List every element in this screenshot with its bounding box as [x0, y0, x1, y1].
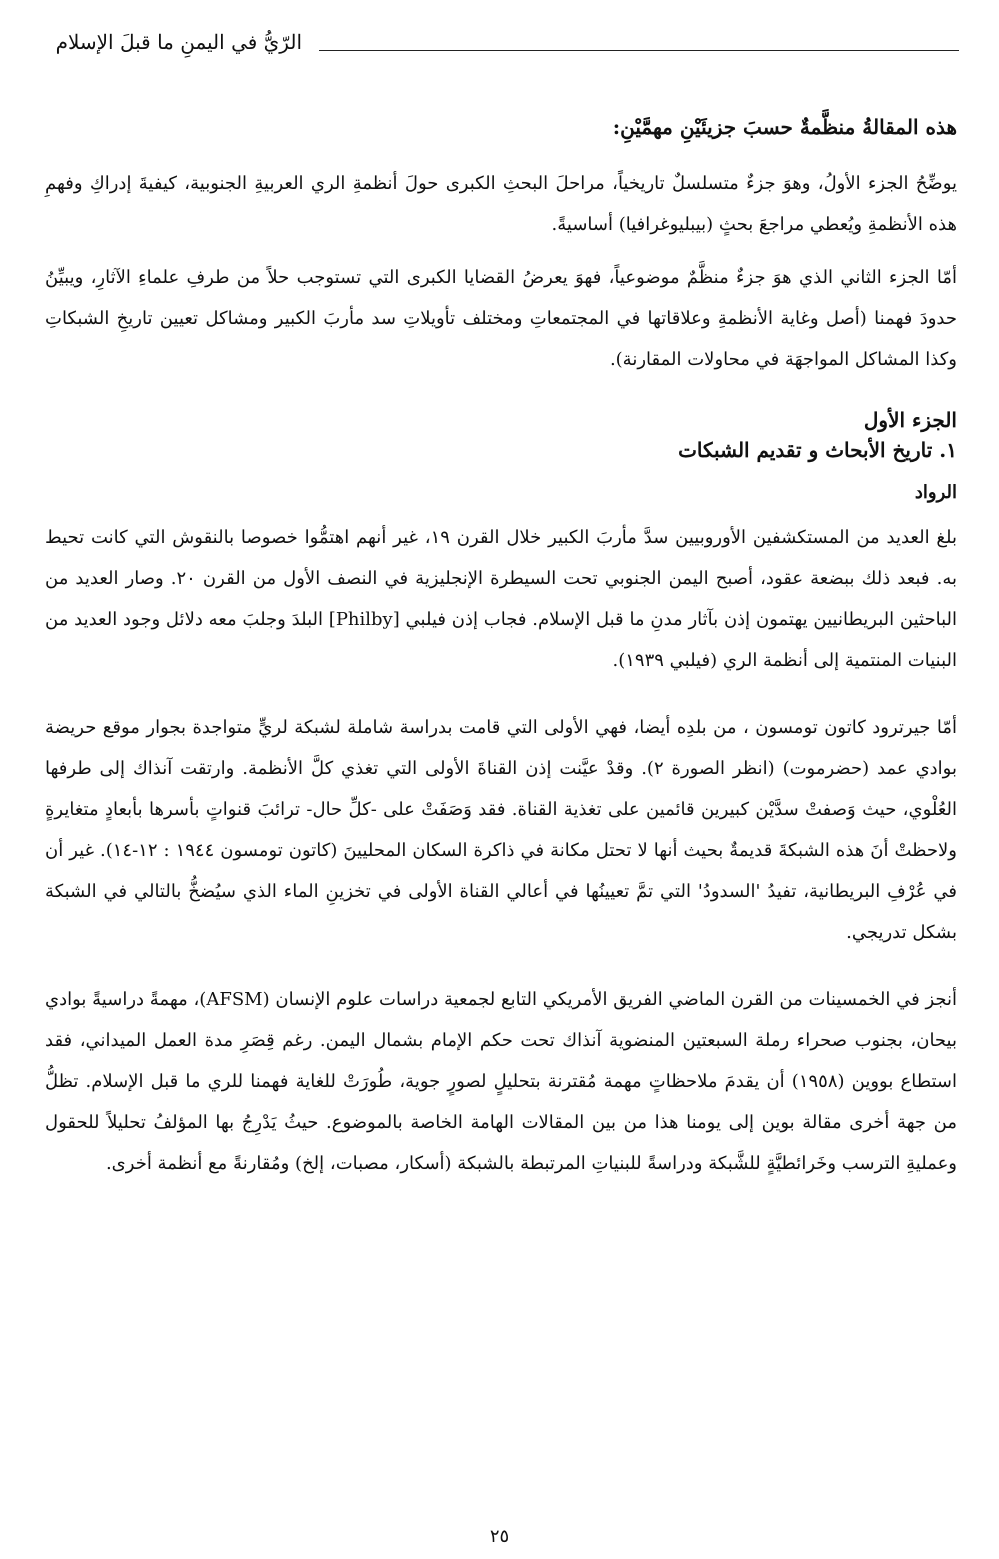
- paragraph-pioneers: بلغ العديد من المستكشفين الأوروبيين سدَّ مأربَ الكبير خلال القرن ١٩، غير أنهم اهتمُّوا خصوصا بالنقوش التي كانت تحيط به. فبعد ذلك ببضعة عقود، أصبح اليمن الجنوبي تحت السيطرة الإنجليزية في النصف الأول من القرن ٢٠. وصار العديد من الباحثين البريطانيين يهتمون إذن بآثار مدنِ ما قبل الإسلام. فجاب إذن فيلبي [Philby] البلدَ وجلبَ معه دلائل وجود العديد من البنيات المنتمية إلى أنظمة الري (فيلبي ١٩٣٩).: [45, 527, 957, 671]
- paragraph-caton-thompson: أمّا جيرترود كاتون تومسون ، من بلدِه أيضا، فهي الأولى التي قامت بدراسة شاملة لشبكة لريٍّ متواجدة بجوار موقع حريضة بوادي عمد (حضرموت) (انظر الصورة ٢). وقدْ عيَّنت إذن القناةَ الأولى التي تغذي كلَّ الأنظمة. وارتقت آنذاك إلى طرفها العُلْوي، حيث وَصفتْ سدَّيْن كبيرين قائمين على تغذية القناة. فقد وَصَفَتْ على -كلِّ حال- ترائبَ قنواتٍ بأسرها بأبعادٍ متغايرةٍ ولاحظتْ أنَ هذه الشبكةَ قديمةٌ بحيث أنها لا تحتل مكانة في ذاكرة السكان المحليينَ (كاتون تومسون ١٩٤٤ : ١٢-١٤). غير أن في عُرْفِ البريطانية، تفيدُ 'السدودُ' التي تمَّ تعيينُها في أعالي القناة الأولى في تخزينِ الماء الذي سيُضخُّ بالتالي في الشبكة بشكل تدريجي.: [45, 717, 957, 943]
- running-title: الرّيُّ في اليمنِ ما قبلَ الإسلام: [55, 30, 302, 54]
- running-header: [40, 22, 959, 62]
- intro-paragraph-1: يوضِّحُ الجزء الأولُ، وهوَ جزءٌ متسلسلٌ تاريخياً، مراحلَ البحثِ الكبرى حولَ أنظمةِ الري العربيةِ الجنوبية، كيفيةَ إدراكِ وفهمِ هذه الأنظمةِ ويُعطي مراجعَ بحثٍ (بيبليوغرافيا) أساسيةً.: [45, 173, 957, 235]
- section-heading: ١. تاريخ الأبحاث و تقديم الشبكات: [678, 438, 957, 462]
- paragraph-afsm: أنجز في الخمسينات من القرن الماضي الفريق الأمريكي التابع لجمعية دراسات علوم الإنسان (AFSM)، مهمةً دراسيةً بوادي بيحان، بجنوب صحراء رملة السبعتين المنضوية آنذاك تحت حكم الإمام بشمال اليمن. رغم قِصَرِ مدة العمل الميداني، فقد استطاع بووين (١٩٥٨) أن يقدمَ ملاحظاتٍ مهمة مُقترنة بتحليلٍ لصورٍ جوية، طُورَتْ للغاية فهمنا للري ما قبل الإسلام. تظلُّ من جهة أخرى مقالة بوين إلى يومنا هذا من بين المقالات الهامة الخاصة بالموضوع. حيثُ يَدْرِجُ بها المؤلفُ تحليلاً للحقول وعمليةِ الترسب وخَرائطيَّةٍ للشَّبكة ودراسةً للبنياتِ المرتبطة بالشبكة (أسكار، مصبات، إلخ) ومُقارنةً مع أنظمة أخرى.: [45, 989, 958, 1174]
- page-number: ٢٥: [489, 1526, 510, 1547]
- subsection-heading: الرواد: [914, 482, 957, 503]
- page-body: [45, 105, 957, 1184]
- intro-heading: هذه المقالةُ منظَّمةٌ حسبَ جزيئَيْنِ مهمَّيْنِ:: [612, 115, 957, 139]
- header-rule: [319, 50, 959, 51]
- intro-paragraph-2: أمّا الجزء الثاني الذي هوَ جزءٌ منظَّمٌ موضوعياً، فهوَ يعرضُ القضايا الكبرى التي تستوجب حلاً من طرفِ علماءِ الآثارِ، ويبيِّنُ حدودَ فهمنا (أصل وغاية الأنظمةِ وعلاقاتها في المجتمعاتِ ومختلف تأويلاتِ سد مأربَ الكبير ومشاكل تعيين تاريخِ الشبكاتِ وكذا المشاكل المواجهَة في محاولات المقارنة).: [45, 267, 957, 370]
- part-heading: الجزء الأول: [863, 408, 957, 432]
